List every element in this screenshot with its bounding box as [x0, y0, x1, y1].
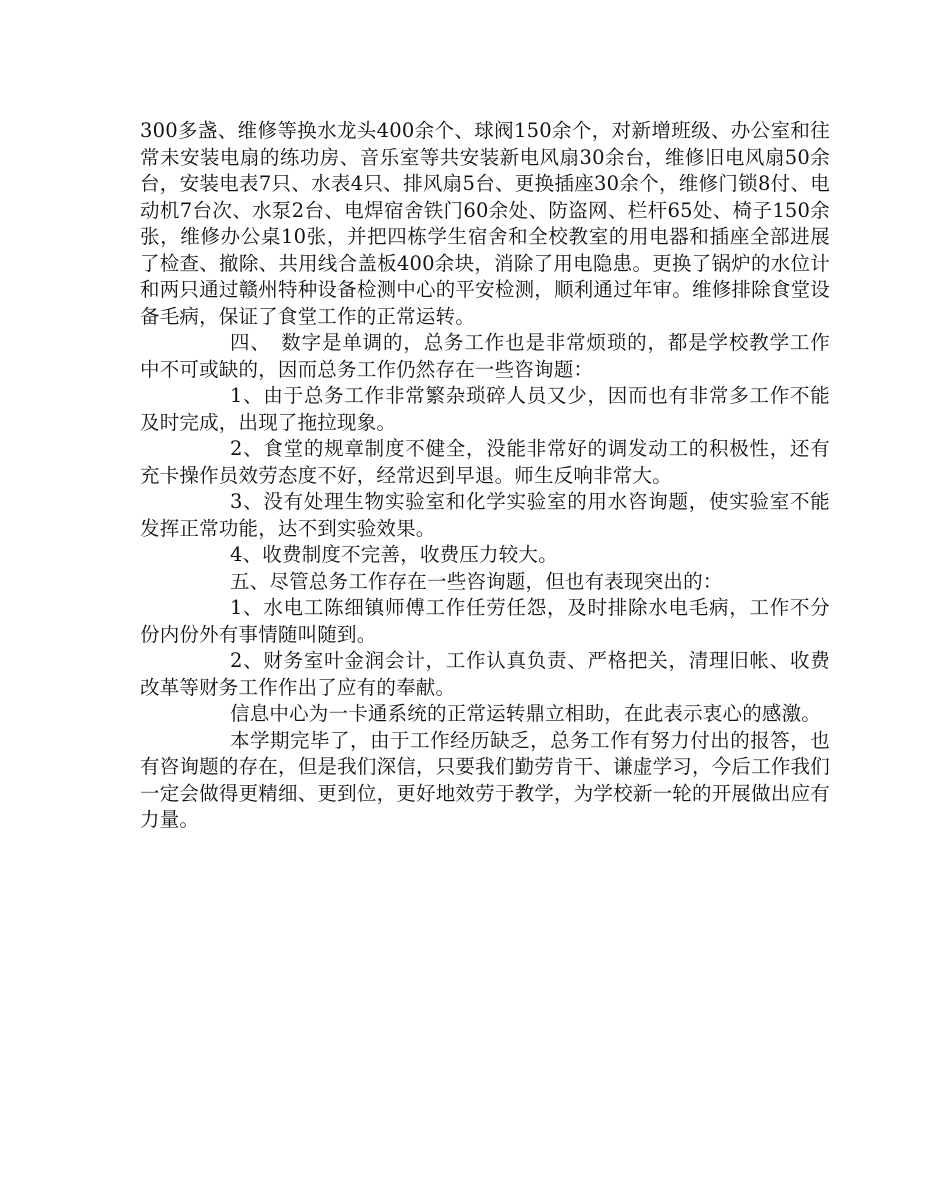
paragraph-conclusion: 本学期完毕了，由于工作经历缺乏，总务工作有努力付出的报答，也有咨询题的存在，但是我们深信，只要我们勤劳肯干、谦虚学习，今后工作我们一定会做得更精细、更到位，更好地效劳于教学，为学校新一轮的开展做出应有力量。 — [140, 728, 830, 831]
paragraph-thanks: 信息中心为一卡通系统的正常运转鼎立相助，在此表示衷心的感激。 — [230, 702, 822, 725]
paragraph-highlight-1: 1、水电工陈细镇师傅工作任劳任怨，及时排除水电毛病，工作不分份内份外有事情随叫随到。 — [140, 596, 830, 646]
paragraph-issue-3: 3、没有处理生物实验室和化学实验室的用水咨询题，使实验室不能发挥正常功能，达不到实验效果。 — [140, 490, 830, 540]
paragraph-section-four: 四、 数字是单调的，总务工作也是非常烦琐的，都是学校教学工作中不可或缺的，因而总务工作仍然存在一些咨询题： — [140, 331, 830, 381]
paragraph-section-five: 五、尽管总务工作存在一些咨询题，但也有表现突出的： — [230, 569, 723, 593]
paragraph-highlight-2: 2、财务室叶金润会计，工作认真负责、严格把关，清理旧帐、收费改革等财务工作作出了应有的奉献。 — [140, 649, 830, 699]
paragraph-maintenance-continued: 300多盏、维修等换水龙头400余个、球阀150余个，对新增班级、办公室和往常未安装电扇的练功房、音乐室等共安装新电风扇30余台，维修旧电风扇50余台，安装电表7只、水表4只、排风扇5台、更换插座30余个，维修门锁8付、电动机7台次、水泵2台、电焊宿舍铁门60余处、防盗网、栏杆65处、椅子150余张，维修办公桌10张，并把四栋学生宿舍和全校教室的用电器和插座全部进展了检查、撤除、共用线合盖板400余块，消除了用电隐患。更换了锅炉的水位计和两只通过赣州特种设备检测中心的平安检测，顺利通过年审。维修排除食堂设备毛病，保证了食堂工作的正常运转。 — [140, 119, 830, 328]
document-body — [140, 118, 830, 834]
paragraph-issue-4: 4、收费制度不完善，收费压力较大。 — [230, 543, 558, 566]
paragraph-issue-2: 2、食堂的规章制度不健全，没能非常好的调发动工的积极性，还有充卡操作员效劳态度不好，经常迟到早退。师生反响非常大。 — [140, 437, 830, 487]
paragraph-issue-1: 1、由于总务工作非常繁杂琐碎人员又少，因而也有非常多工作不能及时完成，出现了拖拉现象。 — [140, 384, 830, 434]
